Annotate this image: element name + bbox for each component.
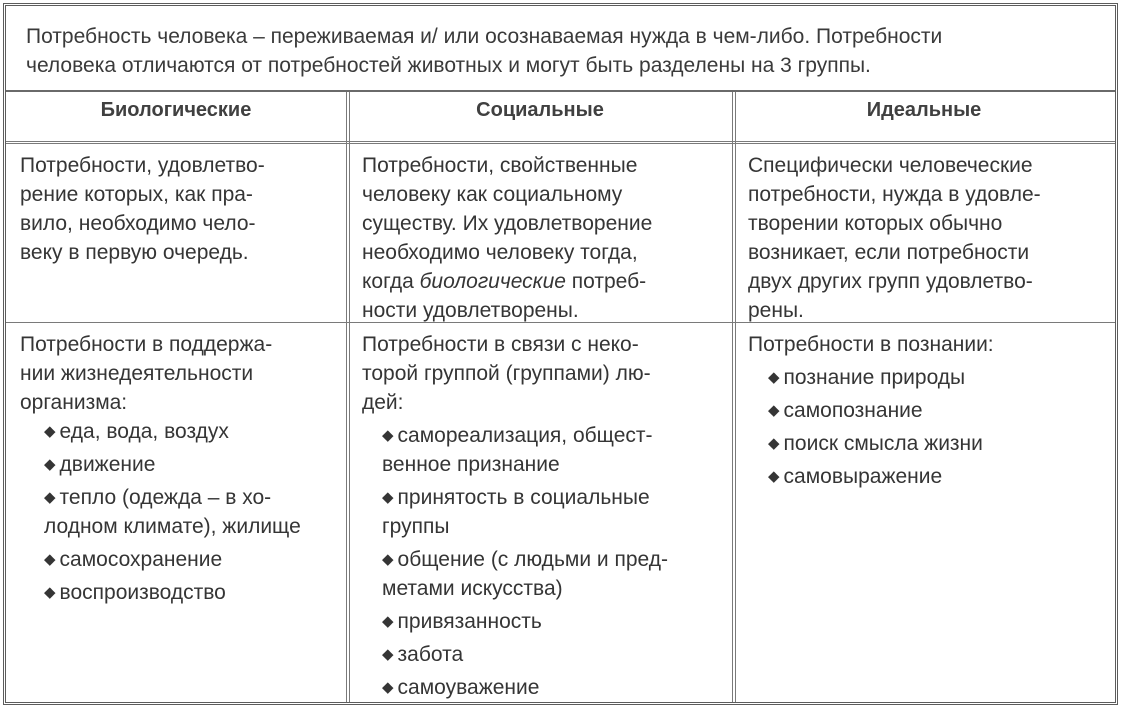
- column-divider-1b: [349, 92, 350, 702]
- examples-social: [362, 330, 728, 702]
- diamond-bullet-icon: ◆: [382, 679, 394, 696]
- definition-biological-text: Потребности, удовлетво- рение которых, как пра- вило, необходимо чело- веку в первую очередь.: [20, 154, 265, 264]
- examples-ideal-list: [748, 363, 1110, 491]
- list-item: ◆ тепло (одежда – в хо- лодном климате), жилище: [44, 486, 301, 538]
- diamond-bullet-icon: ◆: [382, 489, 394, 506]
- column-divider-1: [346, 92, 347, 702]
- diamond-bullet-icon: ◆: [44, 456, 56, 473]
- list-item: ◆ еда, вода, воздух: [44, 420, 229, 443]
- diamond-bullet-icon: ◆: [382, 427, 394, 444]
- list-item: ◆ самоуважение: [382, 676, 540, 699]
- list-item: ◆ общение (с людьми и пред- метами искусства): [382, 548, 668, 600]
- examples-biological-lead: Потребности в поддержа- нии жизнедеятельности организма:: [20, 333, 273, 414]
- intro-paragraph: Потребность человека – переживаемая и/ или осознаваемая нужда в чем-либо. Потребности человека отличаются от потребностей животных и могут быть разделены на 3 группы.: [26, 25, 943, 77]
- diamond-bullet-icon: ◆: [44, 584, 56, 601]
- definition-social-text: [362, 151, 728, 325]
- diamond-bullet-icon: ◆: [44, 423, 56, 440]
- list-item: ◆ самосохранение: [44, 548, 223, 571]
- diamond-bullet-icon: ◆: [44, 551, 56, 568]
- list-item: ◆ движение: [44, 453, 156, 476]
- examples-biological: [20, 330, 342, 607]
- definition-biological: [20, 151, 340, 267]
- diamond-bullet-icon: ◆: [768, 435, 780, 452]
- header-social: [348, 96, 732, 125]
- diamond-bullet-icon: ◆: [382, 646, 394, 663]
- diamond-bullet-icon: ◆: [768, 369, 780, 386]
- row-divider: [6, 322, 1115, 323]
- header-biological: [6, 96, 346, 125]
- definition-social-part2: потреб- ности удовлетворены.: [362, 270, 647, 322]
- column-divider-2: [732, 92, 733, 702]
- list-item: ◆ воспроизводство: [44, 581, 226, 604]
- column-divider-2b: [735, 92, 736, 702]
- definition-ideal-text: Специфически человеческие потребности, нужда в удовле- творении которых обычно возникает, если потребности двух других групп удовлетво- рены.: [748, 154, 1041, 322]
- definition-social-part1: Потребности, свойственные человеку как социальному существу. Их удовлетворение необходимо человеку тогда, когда: [362, 154, 653, 293]
- header-social-label: Социальные: [476, 99, 604, 121]
- list-item: ◆ самопознание: [768, 399, 923, 422]
- examples-ideal-lead: Потребности в познании:: [748, 333, 994, 356]
- list-item: ◆ познание природы: [768, 366, 966, 389]
- diamond-bullet-icon: ◆: [44, 489, 56, 506]
- diamond-bullet-icon: ◆: [768, 402, 780, 419]
- examples-social-list: [362, 421, 728, 702]
- list-item: ◆ забота: [382, 643, 464, 666]
- header-biological-label: Биологические: [100, 99, 252, 121]
- examples-biological-list: [20, 417, 342, 607]
- diamond-bullet-icon: ◆: [382, 551, 394, 568]
- header-ideal-label: Идеальные: [866, 99, 982, 121]
- list-item: ◆ самореализация, общест- венное признание: [382, 424, 653, 476]
- definition-ideal: [748, 151, 1110, 325]
- definition-social-italic: биологические: [419, 270, 566, 293]
- examples-ideal: [748, 330, 1110, 491]
- examples-social-lead: Потребности в связи с неко- торой группой (группами) лю- дей:: [362, 333, 651, 414]
- list-item: ◆ принятость в социальные группы: [382, 486, 650, 538]
- list-item: ◆ привязанность: [382, 610, 542, 633]
- list-item: ◆ самовыражение: [768, 465, 943, 488]
- list-item: ◆ поиск смысла жизни: [768, 432, 983, 455]
- intro-text: [6, 6, 1115, 92]
- diamond-bullet-icon: ◆: [768, 468, 780, 485]
- diamond-bullet-icon: ◆: [382, 613, 394, 630]
- header-divider: [6, 141, 1115, 144]
- definition-social: [362, 151, 728, 325]
- header-ideal: [734, 96, 1114, 125]
